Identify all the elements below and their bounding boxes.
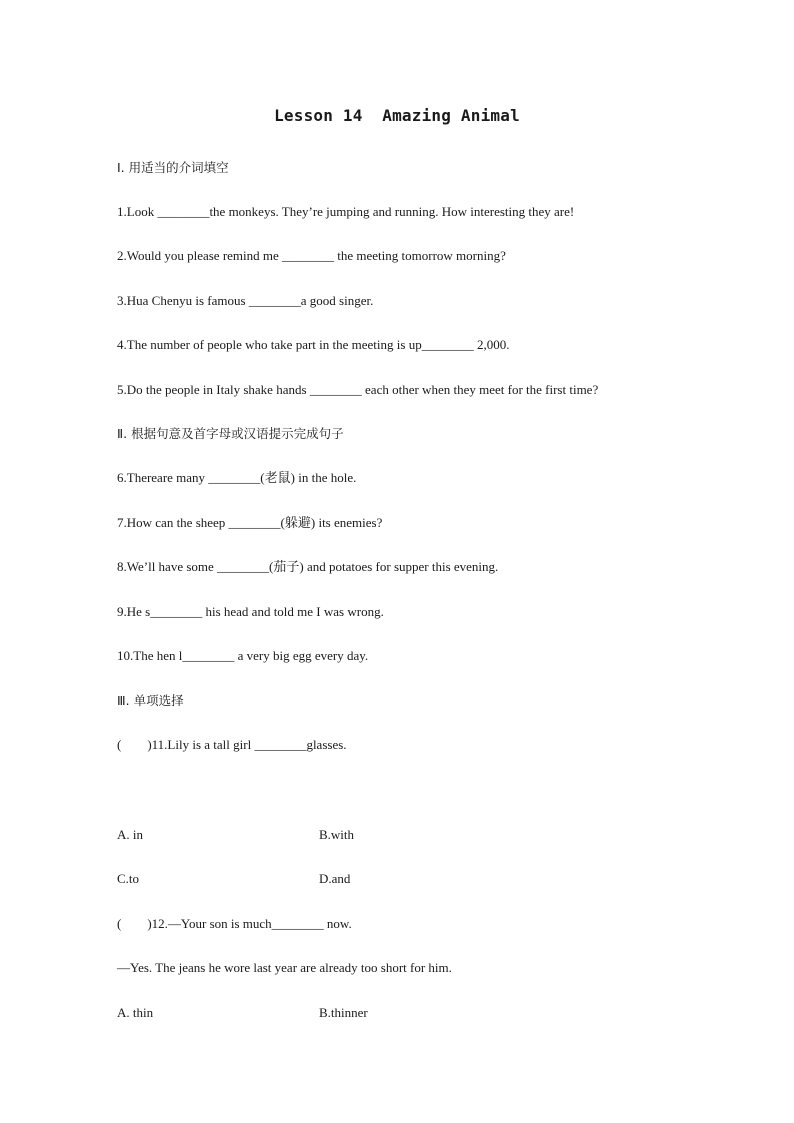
question-11-option-a: A. in xyxy=(117,827,143,842)
question-12-reply: —Yes. The jeans he wore last year are already too short for him. xyxy=(117,960,452,975)
question-5: 5.Do the people in Italy shake hands ________ each other when they meet for the first time? xyxy=(117,382,599,397)
section-2-heading: Ⅱ. 根据句意及首字母或汉语提示完成句子 xyxy=(117,426,344,441)
question-11-option-d: D.and xyxy=(319,871,351,886)
question-12-option-a: A. thin xyxy=(117,1005,154,1020)
section-1-heading: Ⅰ. 用适当的介词填空 xyxy=(117,160,229,175)
question-7: 7.How can the sheep ________(躲避) its enemies? xyxy=(117,515,383,530)
section-3-heading: Ⅲ. 单项选择 xyxy=(117,693,184,708)
question-10: 10.The hen l________ a very big egg every day. xyxy=(117,648,369,663)
question-11-option-c: C.to xyxy=(117,871,140,886)
question-9: 9.He s________ his head and told me I was wrong. xyxy=(117,604,384,619)
question-2: 2.Would you please remind me ________ the meeting tomorrow morning? xyxy=(117,248,506,263)
question-11-option-b: B.with xyxy=(319,827,355,842)
question-3: 3.Hua Chenyu is famous ________a good singer. xyxy=(117,293,374,308)
page-title: Lesson 14 Amazing Animal xyxy=(274,106,520,125)
question-12-stem: ( )12.—Your son is much________ now. xyxy=(117,916,352,931)
question-1: 1.Look ________the monkeys. They’re jumping and running. How interesting they are! xyxy=(117,204,575,219)
question-8: 8.We’ll have some ________(茄子) and potatoes for supper this evening. xyxy=(117,559,499,574)
question-4: 4.The number of people who take part in the meeting is up________ 2,000. xyxy=(117,337,510,352)
question-12-option-b: B.thinner xyxy=(319,1005,368,1020)
question-6: 6.Thereare many ________(老鼠) in the hole. xyxy=(117,470,357,485)
question-11-stem: ( )11.Lily is a tall girl ________glasses. xyxy=(117,737,347,752)
